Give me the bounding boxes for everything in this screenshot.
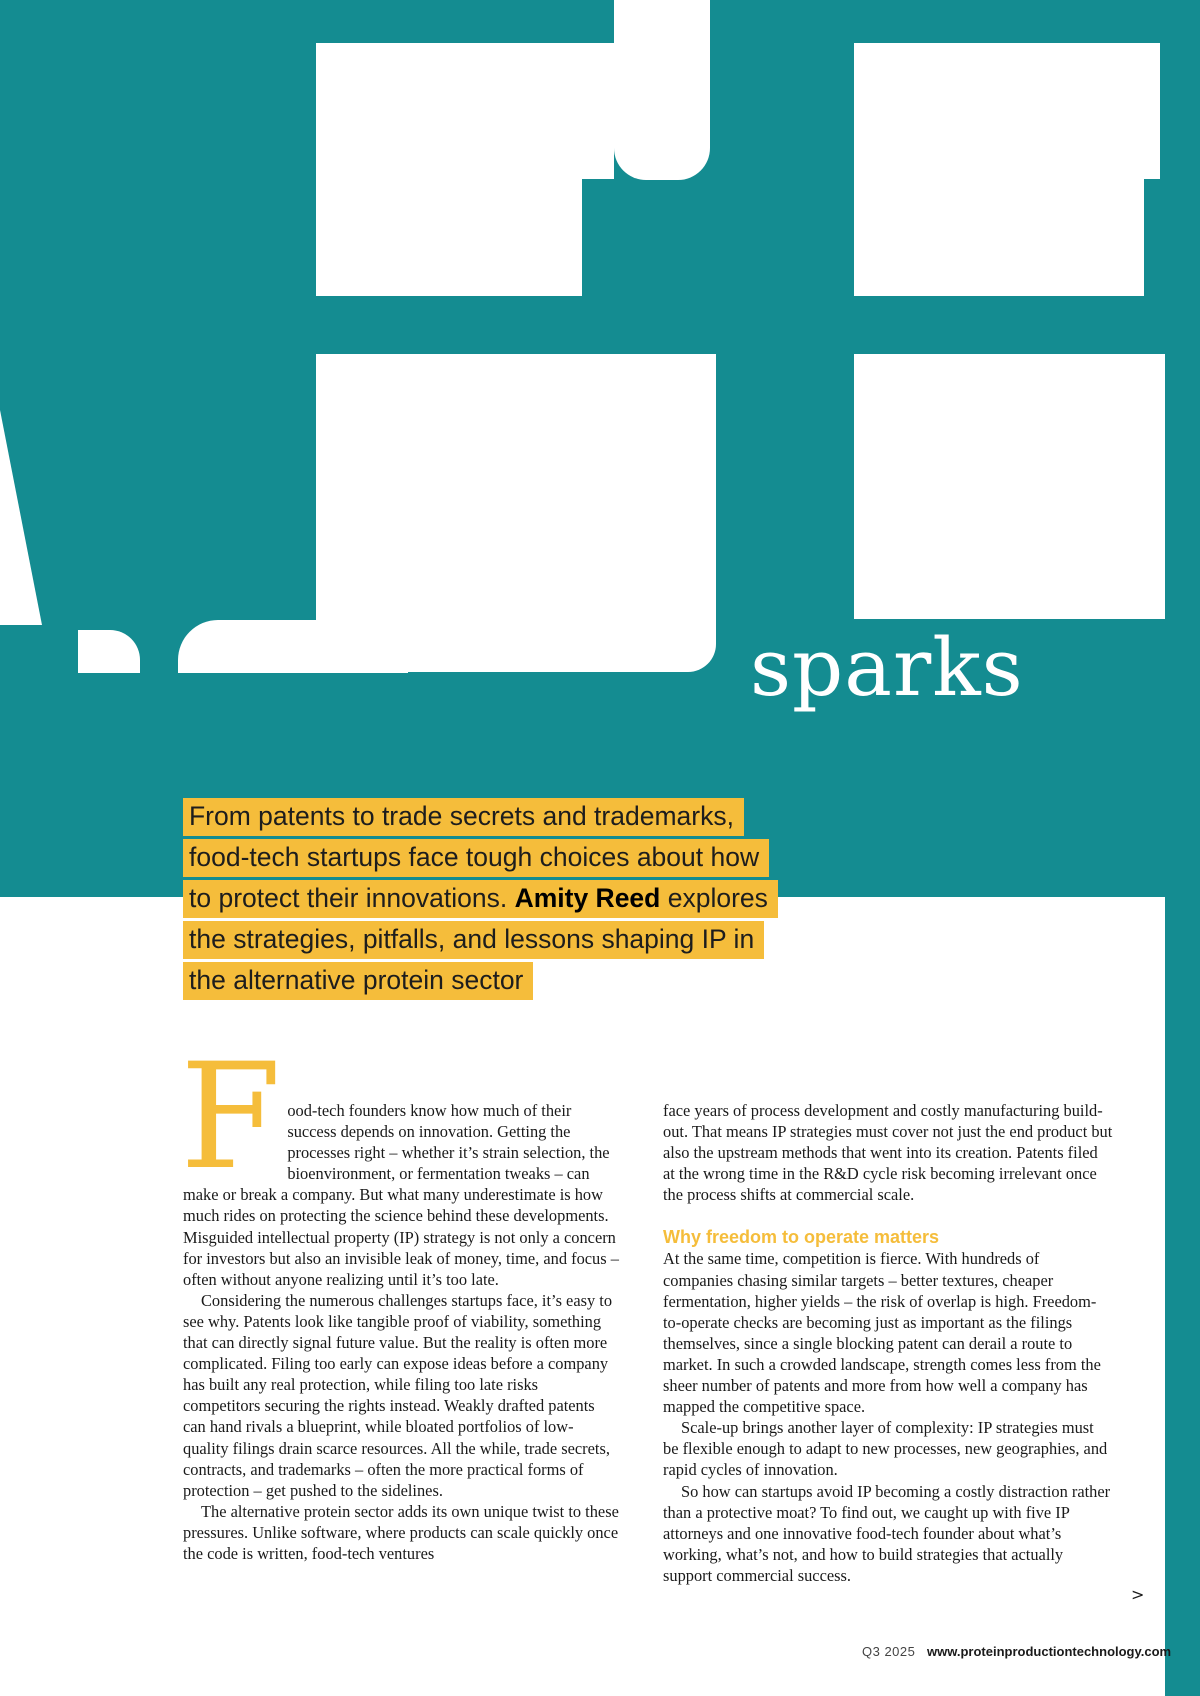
standfirst-line-1: From patents to trade secrets and trademarks, xyxy=(183,798,744,836)
standfirst-line-5: the alternative protein sector xyxy=(183,962,533,1000)
letter-e1-bottom-gap xyxy=(178,620,408,673)
body-paragraph-2: Considering the numerous challenges startups face, it’s easy to see why. Patents look like tangible proof of viability, something that can directly signal future value. But the reality is often more complicated. Filing too early can expose ideas before a company has built any real protection, while filing too late risks competitors securing the rights instead. Weakly drafted patents can hand rivals a blueprint, while bloated portfolios of low-quality filings drain scarce resources. All the while, trade secrets, contracts, and trademarks – often the more practical forms of protection – get pushed to the sidelines. xyxy=(183,1290,613,1500)
body-paragraph-7: So how can startups avoid IP becoming a costly distraction rather than a protective moat? To find out, we caught up with five IP attorneys and one innovative food-tech founder about what’s working, what’s not, and how to build strategies that actually support commercial success. xyxy=(663,1481,1111,1585)
body-paragraph-1 xyxy=(180,1032,619,1290)
author-name: Amity Reed xyxy=(514,883,661,913)
page-footer xyxy=(862,1644,1171,1659)
footer-website-link[interactable]: www.proteinproductiontechnology.com xyxy=(927,1644,1172,1659)
letter-e2-counter-mid xyxy=(854,179,1144,296)
standfirst-line-2: food-tech startups face tough choices about how xyxy=(183,839,769,877)
body-column-right xyxy=(663,1100,1113,1586)
standfirst-line-3-end: explores xyxy=(667,883,768,913)
body-paragraph-5: At the same time, competition is fierce. With hundreds of companies chasing similar targets – better textures, cheaper fermentation, higher yields – the risk of overlap is high. Freedom-to-operate checks are becoming just as important as the filings themselves, since a single blocking patent can derail a route to market. In such a crowded landscape, strength comes less from the sheer number of patents and more from how well a company has mapped the competitive space. xyxy=(663,1249,1101,1417)
body-column-left xyxy=(180,1032,619,1564)
letter-a-counter xyxy=(0,390,50,650)
letter-e2-counter-low xyxy=(854,354,1165,619)
letter-e1-counter-top xyxy=(316,43,614,179)
standfirst-line-4: the strategies, pitfalls, and lessons shaping IP in xyxy=(183,921,764,959)
headline-word: sparks xyxy=(750,621,1024,714)
right-edge-bar xyxy=(1165,0,1200,1696)
section-subhead: Why freedom to operate matters xyxy=(663,1227,940,1248)
drop-cap: F xyxy=(180,1032,282,1202)
standfirst-line-3-start: to protect their innovations. xyxy=(189,883,508,913)
letter-e1-counter-right-notch xyxy=(614,0,710,180)
body-paragraph-3: The alternative protein sector adds its own unique twist to these pressures. Unlike software, where products can scale quickly once the code is written, food-tech ventures xyxy=(183,1501,619,1563)
body-paragraph-4: face years of process development and costly manufacturing build-out. That means IP strategies must cover not just the end product but also the upstream methods that went into its creation. Patents filed at the wrong time in the R&D cycle risk becoming irrelevant once the process shifts at commercial scale. xyxy=(663,1101,1113,1205)
letter-e1-counter-mid xyxy=(316,179,582,296)
continue-arrow-icon: > xyxy=(1131,1585,1145,1604)
footer-issue: Q3 2025 xyxy=(862,1644,916,1659)
letter-e2-counter-top xyxy=(854,43,1160,179)
body-paragraph-1-text: ood-tech founders know how much of their success depends on innovation. Getting the processes right – whether it’s strain selection, the bioenvironment, or fermentation tweaks – can make or break a company. But what many underestimate is how much rides on protecting the science behind these developments. Misguided intellectual property (IP) strategy is not only a concern for investors but also an invisible leak of money, time, and focus – often without anyone realizing until it’s too late. xyxy=(183,1101,619,1289)
body-paragraph-6: Scale-up brings another layer of complexity: IP strategies must be flexible enough to adapt to new processes, new geographies, and rapid cycles of innovation. xyxy=(663,1418,1108,1480)
standfirst-line-3 xyxy=(183,880,778,918)
standfirst xyxy=(183,796,803,1001)
